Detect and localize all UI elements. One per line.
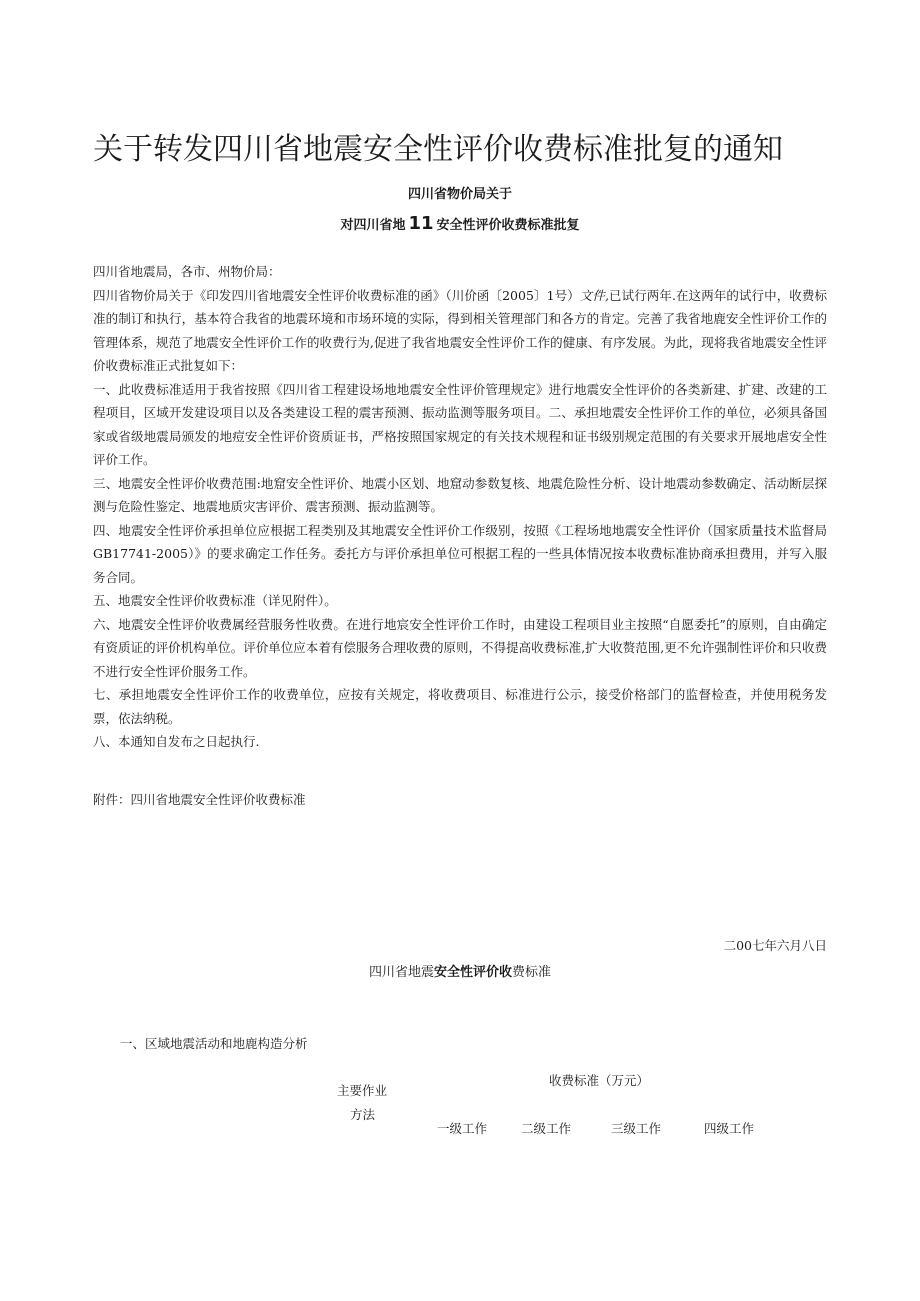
paragraph-intro [93,284,827,378]
paragraph-intro-italic: 文件, [579,287,609,303]
paragraph-item-6: 六、地震安全性评价收费属经营服务性收费。在进行地宸安全性评价工作时，由建设工程项目业主按照“自愿委托”的原则，自由确定有资质证的评价机构单位。评价单位应本着有偿服务合理收费的原则，不得提高收费标准,扩大收赘范围,更不允许强制性评价和只收费不进行安全性评价服务工作。 [93,616,827,679]
paragraph-intro-b: 已试行两年.在这两年的试行中，收费标准的制订和执行，基本符合我省的地震环境和市场环境的实际，得到相关管理部门和各方的肯定。完善了我省地鹿安全性评价工作的管理体系，规范了地震安全性评价工作的收费行为,促进了我省地震安全性评价工作的健康、有序发展。为此，现将我省地震安全性评价收费标准正式批复如下： [93,287,827,373]
table-header-level-2: 二级工作 [521,1121,572,1136]
section-heading: 一、区域地震活动和地鹿构造分析 [120,1036,308,1051]
paragraph-item-1-2: 一、此收费标准适用于我省按照《四川省工程建设场地地震安全性评价管理规定》进行地震安全性评价的各类新建、扩建、改建的工程项目，区域开发建设项目以及各类建设工程的震害预测、振动监测等服务项目。二、承担地震安全性评价工作的单位，必须具备国家或省级地震局颁发的地痘安全性评价资质证书，严格按照国家规定的有关技术规程和证书级别规定范围的有关要求开展地虐安全性评价工作。 [93,381,827,467]
table-header-fee: 收费标准（万元） [549,1073,650,1088]
paragraph-item-3: 三、地震安全性评价收费范围:地窟安全性评价、地震小区划、地窟动参数复核、地震危险性分析、设计地震动参数确定、活动断层探测与危险性鉴定、地震地质灾害评价、震害预测、振动监测等。 [93,475,827,514]
document-body [93,260,827,754]
table-header-method-line-1: 主要作业 [337,1083,388,1098]
standard-title-bold: 安全性评价收 [433,965,512,980]
subtitle-line-2-pre: 对四川省地 [340,218,406,233]
document-title: 关于转发四川省地震安全性评价收费标准批复的通知 [93,132,783,167]
table-header-method-line-2: 方法 [350,1107,376,1122]
table-header-level-1: 一级工作 [437,1121,488,1136]
attachment-line: 附件：四川省地震安全性评价收费标准 [93,792,306,807]
table-header-level-3: 三级工作 [611,1121,662,1136]
subtitle-line-2 [0,213,920,234]
paragraph-item-7: 七、承担地震安全性评价工作的收费单位，应按有关规定，将收费项目、标准进行公示，接受价格部门的监督检查，并使用税务发票，依法纳税。 [93,687,827,726]
paragraph-intro-a: 四川省物价局关于《印发四川省地震安全性评价收费标准的函》（川价函〔2005〕1号） [93,287,580,303]
standard-title [0,961,920,980]
paragraph-item-4: 四、地震安全性评价承担单位应根据工程类别及其地震安全性评价工作级别，按照《工程场地地震安全性评价（国家质量技术监督局GB17741-2005）》的要求确定工作任务。委托方与评价承担单位可根据工程的一些具体情况按本收费标准协商承担费用，并写入服务合同。 [93,522,827,585]
table-header-level-4: 四级工作 [704,1121,755,1136]
issue-date: 二00七年六月八日 [723,938,827,953]
standard-title-pre: 四川省地震 [368,965,434,980]
subtitle-line-1: 四川省物价局关于 [407,187,512,202]
paragraph-item-5: 五、地震安全性评价收费标准（详见附件）。 [93,593,337,608]
salutation: 四川省地震局，各市、州物价局： [93,264,281,279]
paragraph-item-8: 八、本通知自发布之日起执行. [93,734,260,749]
subtitle-line-2-post: 安全性评价收费标准批复 [436,218,580,233]
subtitle-line-2-number: 11 [408,213,434,234]
standard-title-post: 费标准 [512,965,552,980]
